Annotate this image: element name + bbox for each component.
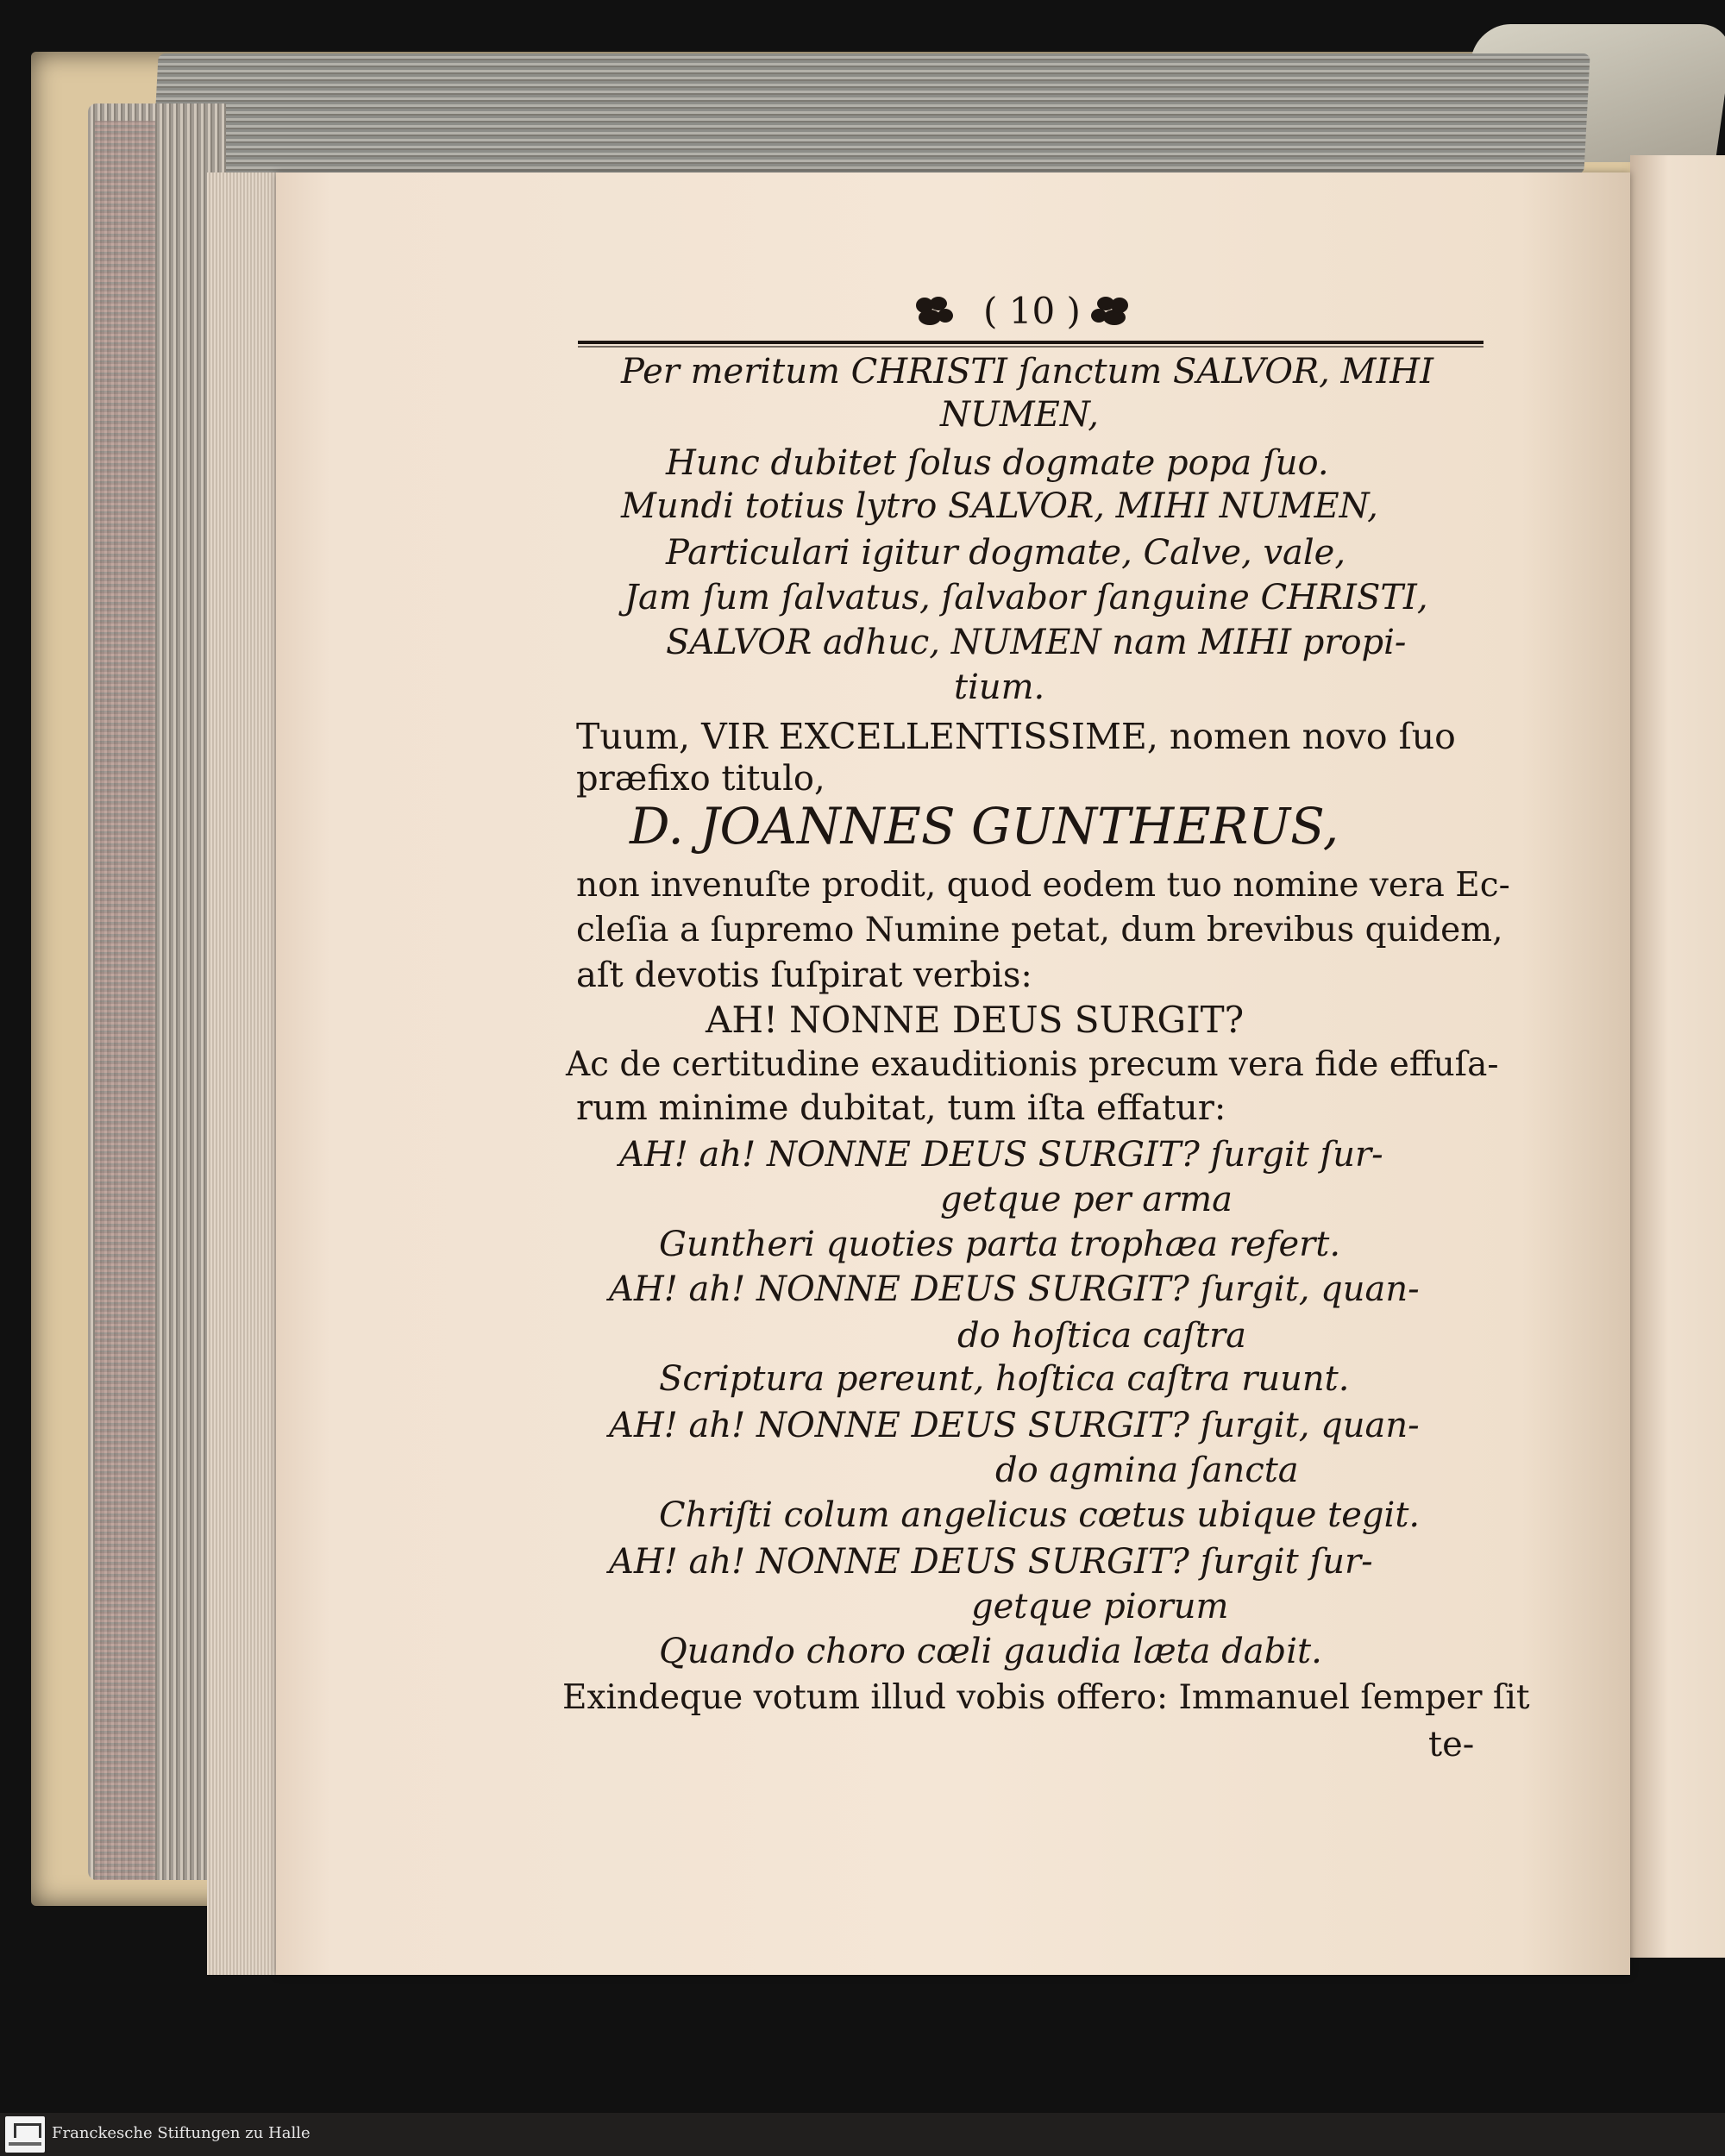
text-line: getque per arma: [940, 1180, 1233, 1219]
page-number: ( 10 ): [983, 290, 1081, 332]
text-line: Quando choro cœli gaudia læta dabit.: [659, 1632, 1322, 1671]
text-line: do agmina ſancta: [995, 1451, 1299, 1490]
header-rule: [578, 341, 1484, 344]
text-line: Scriptura pereunt, hoſtica caſtra ruunt.: [659, 1359, 1350, 1399]
text-line: Tuum, VIR EXCELLENTISSIME, nomen novo ſuo: [576, 716, 1456, 757]
text-line: AH! ah! NONNE DEUS SURGIT? ſurgit ſur-: [609, 1542, 1373, 1582]
page-edges-left-tint: [95, 121, 155, 1880]
text-line: AH! ah! NONNE DEUS SURGIT? ſurgit, quan-: [609, 1406, 1420, 1445]
text-line: Chriſti colum angelicus cœtus ubique tegit.: [659, 1495, 1421, 1535]
text-line: getque piorum: [971, 1587, 1229, 1626]
page-edges-top: [152, 53, 1590, 174]
right-ornament-icon: [1088, 293, 1132, 328]
text-line: SALVOR adhuc, NUMEN nam MIHI propi-: [666, 623, 1407, 662]
text-line: Guntheri quoties parta trophæa refert.: [659, 1225, 1341, 1264]
text-line: rum minime dubitat, tum iſta effatur:: [576, 1088, 1226, 1128]
text-line: do hoſtica caſtra: [957, 1316, 1246, 1356]
text-line: præfixo titulo,: [576, 759, 825, 799]
text-line: Jam ſum ſalvatus, ſalvabor ſanguine CHRISTI,: [624, 578, 1428, 617]
heading-name: D. JOANNES GUNTHERUS,: [630, 797, 1339, 856]
footer-label: Franckesche Stiftungen zu Halle: [52, 2124, 310, 2142]
text-line: Per meritum CHRISTI ſanctum SALVOR, MIHI: [621, 352, 1433, 392]
heading-line: AH! NONNE DEUS SURGIT?: [706, 999, 1245, 1041]
text-line: AH! ah! NONNE DEUS SURGIT? ſurgit ſur-: [619, 1135, 1383, 1175]
text-line: Exindeque votum illud vobis offero: Immanuel ſemper ſit: [562, 1678, 1530, 1717]
text-line: NUMEN,: [940, 395, 1100, 435]
left-ornament-icon: [913, 293, 956, 328]
text-line: cleſia a ſupremo Numine petat, dum brevibus quidem,: [576, 911, 1503, 950]
franckesche-stiftungen-logo-icon: [5, 2116, 45, 2153]
page-stack: [207, 172, 285, 1975]
text-line: Mundi totius lytro SALVOR, MIHI NUMEN,: [621, 486, 1378, 526]
text-line: AH! ah! NONNE DEUS SURGIT? ſurgit, quan-: [609, 1269, 1420, 1309]
header-rule-thin: [578, 346, 1484, 348]
text-line: non invenuſte prodit, quod eodem tuo nomine vera Ec-: [576, 866, 1510, 905]
text-line: Particulari igitur dogmate, Calve, vale,: [666, 533, 1346, 573]
text-line: Hunc dubitet ſolus dogmate popa ſuo.: [666, 443, 1329, 483]
footer-bar: [0, 2113, 1725, 2156]
facing-page: [1630, 155, 1725, 1958]
catchword: te-: [1428, 1725, 1475, 1764]
text-line: aſt devotis ſuſpirat verbis:: [576, 956, 1032, 995]
text-line: tium.: [954, 667, 1045, 707]
text-line: Ac de certitudine exauditionis precum vera fide effuſa-: [566, 1045, 1499, 1084]
